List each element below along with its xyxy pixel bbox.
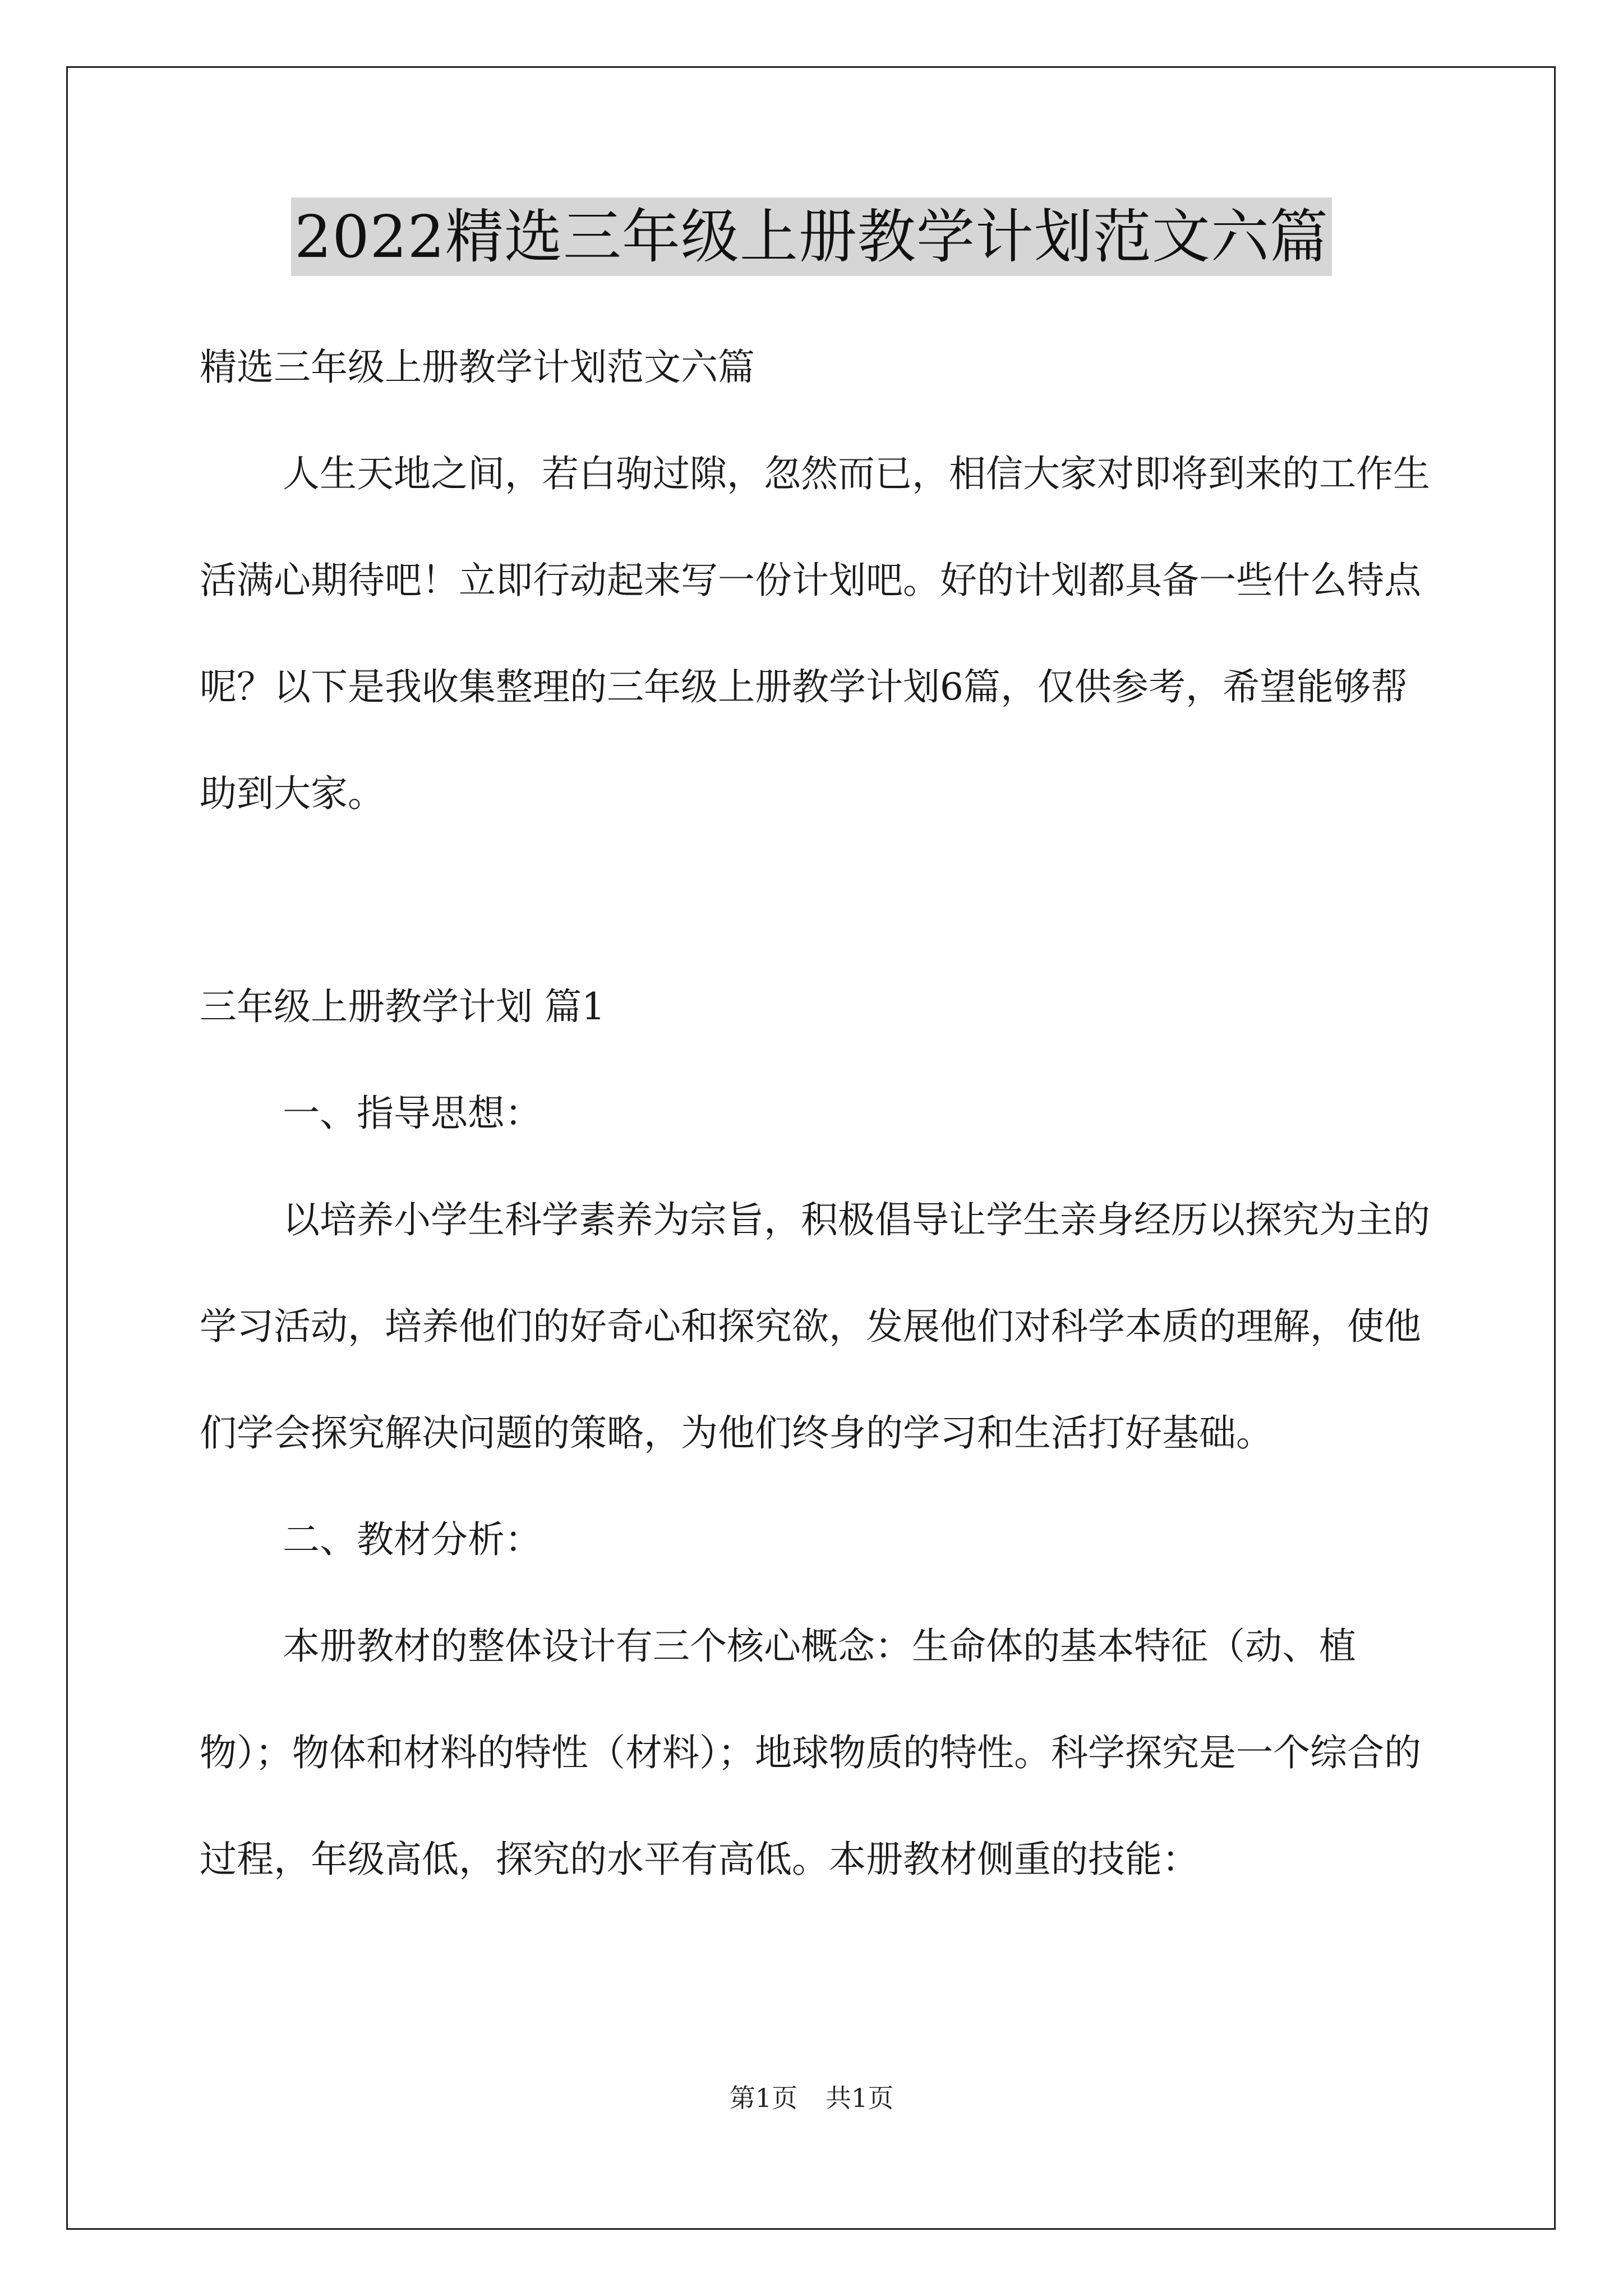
title-container: [0, 197, 1623, 276]
heading-textbook-analysis: 二、教材分析：: [283, 1518, 542, 1561]
section-heading: 三年级上册教学计划 篇1: [200, 985, 605, 1028]
heading-guiding-thought: 一、指导思想：: [283, 1092, 542, 1135]
intro-paragraph: 人生天地之间，若白驹过隙，忽然而已，相信大家对即将到来的工作生活满心期待吧！立即行动起来写一份计划吧。好的计划都具备一些什么特点呢？以下是我收集整理的三年级上册教学计划6篇，仅供参考，希望能够帮助到大家。: [200, 452, 1430, 815]
page-footer: [0, 2081, 1623, 2115]
paragraph-textbook-analysis: 本册教材的整体设计有三个核心概念：生命体的基本特征（动、植物）；物体和材料的特性（材料）；地球物质的特性。科学探究是一个综合的过程，年级高低，探究的水平有高低。本册教材侧重的技能：: [200, 1625, 1421, 1881]
document-body: [200, 314, 1439, 1913]
section-spacer: [200, 847, 1439, 954]
document-title: 2022精选三年级上册教学计划范文六篇: [291, 197, 1332, 276]
document-subtitle: 精选三年级上册教学计划范文六篇: [200, 346, 755, 389]
page-number-total: 共1页: [826, 2083, 894, 2113]
paragraph-guiding-thought: 以培养小学生科学素养为宗旨，积极倡导让学生亲身经历以探究为主的学习活动，培养他们的好奇心和探究欲，发展他们对科学本质的理解，使他们学会探究解决问题的策略，为他们终身的学习和生活打好基础。: [200, 1198, 1430, 1455]
page-number-current: 第1页: [729, 2083, 797, 2113]
